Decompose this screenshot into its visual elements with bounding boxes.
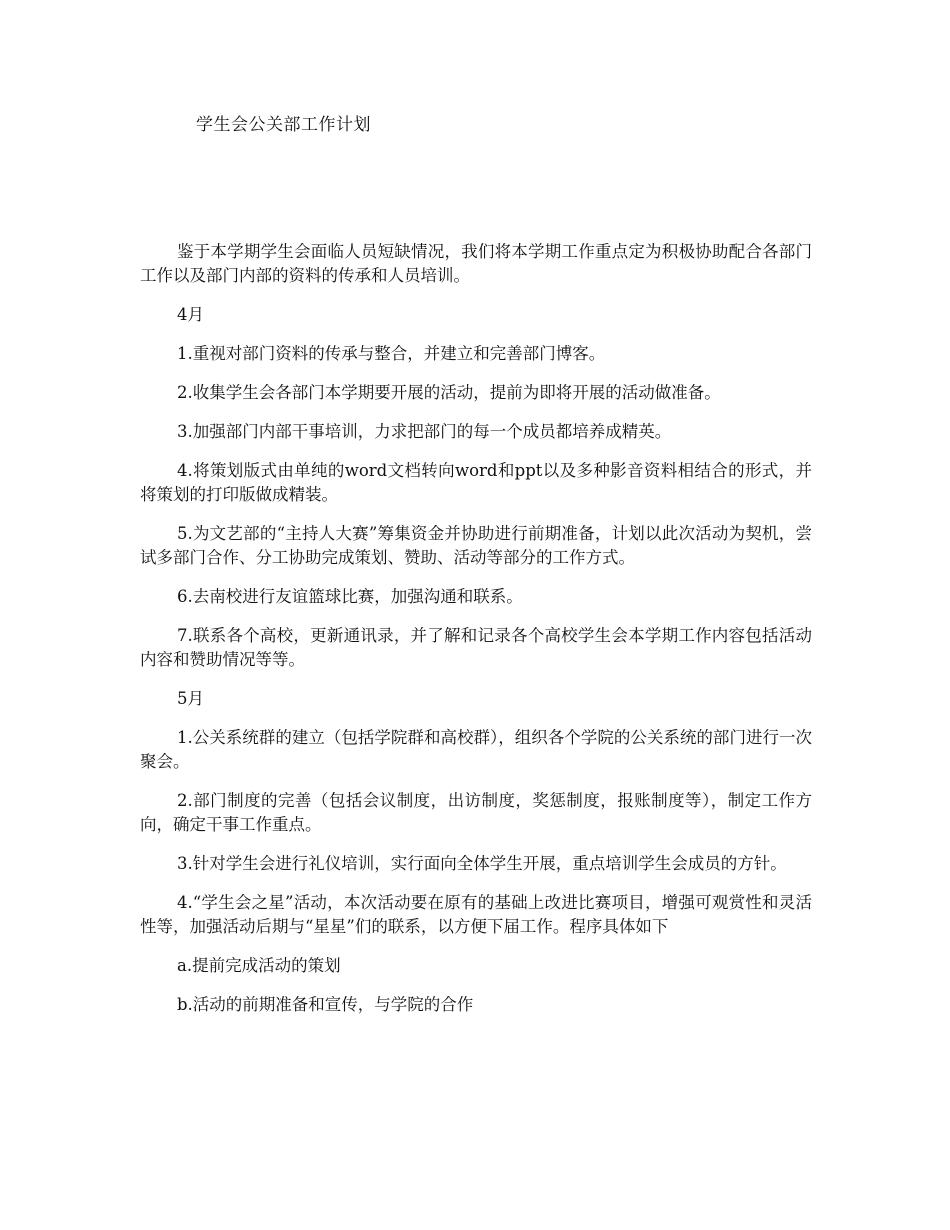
list-item: 7.联系各个高校，更新通讯录，并了解和记录各个高校学生会本学期工作内容包括活动内容和赞助情况等等。 <box>140 626 812 669</box>
list-item: 3.加强部门内部干事培训，力求把部门的每一个成员都培养成精英。 <box>177 422 672 441</box>
sub-list-item: b.活动的前期准备和宣传，与学院的合作 <box>177 995 474 1014</box>
document-title: 学生会公关部工作计划 <box>196 115 371 135</box>
list-item: 5.为文艺部的“主持人大赛”筹集资金并协助进行前期准备，计划以此次活动为契机，尝试多部门合作、分工协助完成策划、赞助、活动等部分的工作方式。 <box>140 524 812 567</box>
list-item: 6.去南校进行友谊篮球比赛，加强沟通和联系。 <box>177 587 523 606</box>
sub-list-item: a.提前完成活动的策划 <box>177 956 341 975</box>
list-item: 1.重视对部门资料的传承与整合，并建立和完善部门博客。 <box>177 344 606 363</box>
intro-paragraph: 鉴于本学期学生会面临人员短缺情况，我们将本学期工作重点定为积极协助配合各部门工作以及部门内部的资料的传承和人员培训。 <box>140 242 812 285</box>
list-item: 1.公关系统群的建立（包括学院群和高校群），组织各个学院的公关系统的部门进行一次聚会。 <box>140 728 812 771</box>
list-item: 4.将策划版式由单纯的word文档转向word和ppt以及多种影音资料相结合的形式，并将策划的打印版做成精装。 <box>140 461 812 504</box>
list-item: 2.收集学生会各部门本学期要开展的活动，提前为即将开展的活动做准备。 <box>177 383 721 402</box>
list-item: 2.部门制度的完善（包括会议制度，出访制度，奖惩制度，报账制度等），制定工作方向，确定干事工作重点。 <box>140 791 812 834</box>
document-body <box>140 240 812 1032</box>
month-heading-april: 4月 <box>177 305 204 324</box>
list-item: 3.针对学生会进行礼仪培训，实行面向全体学生开展，重点培训学生会成员的方针。 <box>177 854 787 873</box>
list-item: 4.“学生会之星”活动，本次活动要在原有的基础上改进比赛项目，增强可观赏性和灵活性等，加强活动后期与“星星”们的联系，以方便下届工作。程序具体如下 <box>140 893 812 936</box>
month-heading-may: 5月 <box>177 689 204 708</box>
